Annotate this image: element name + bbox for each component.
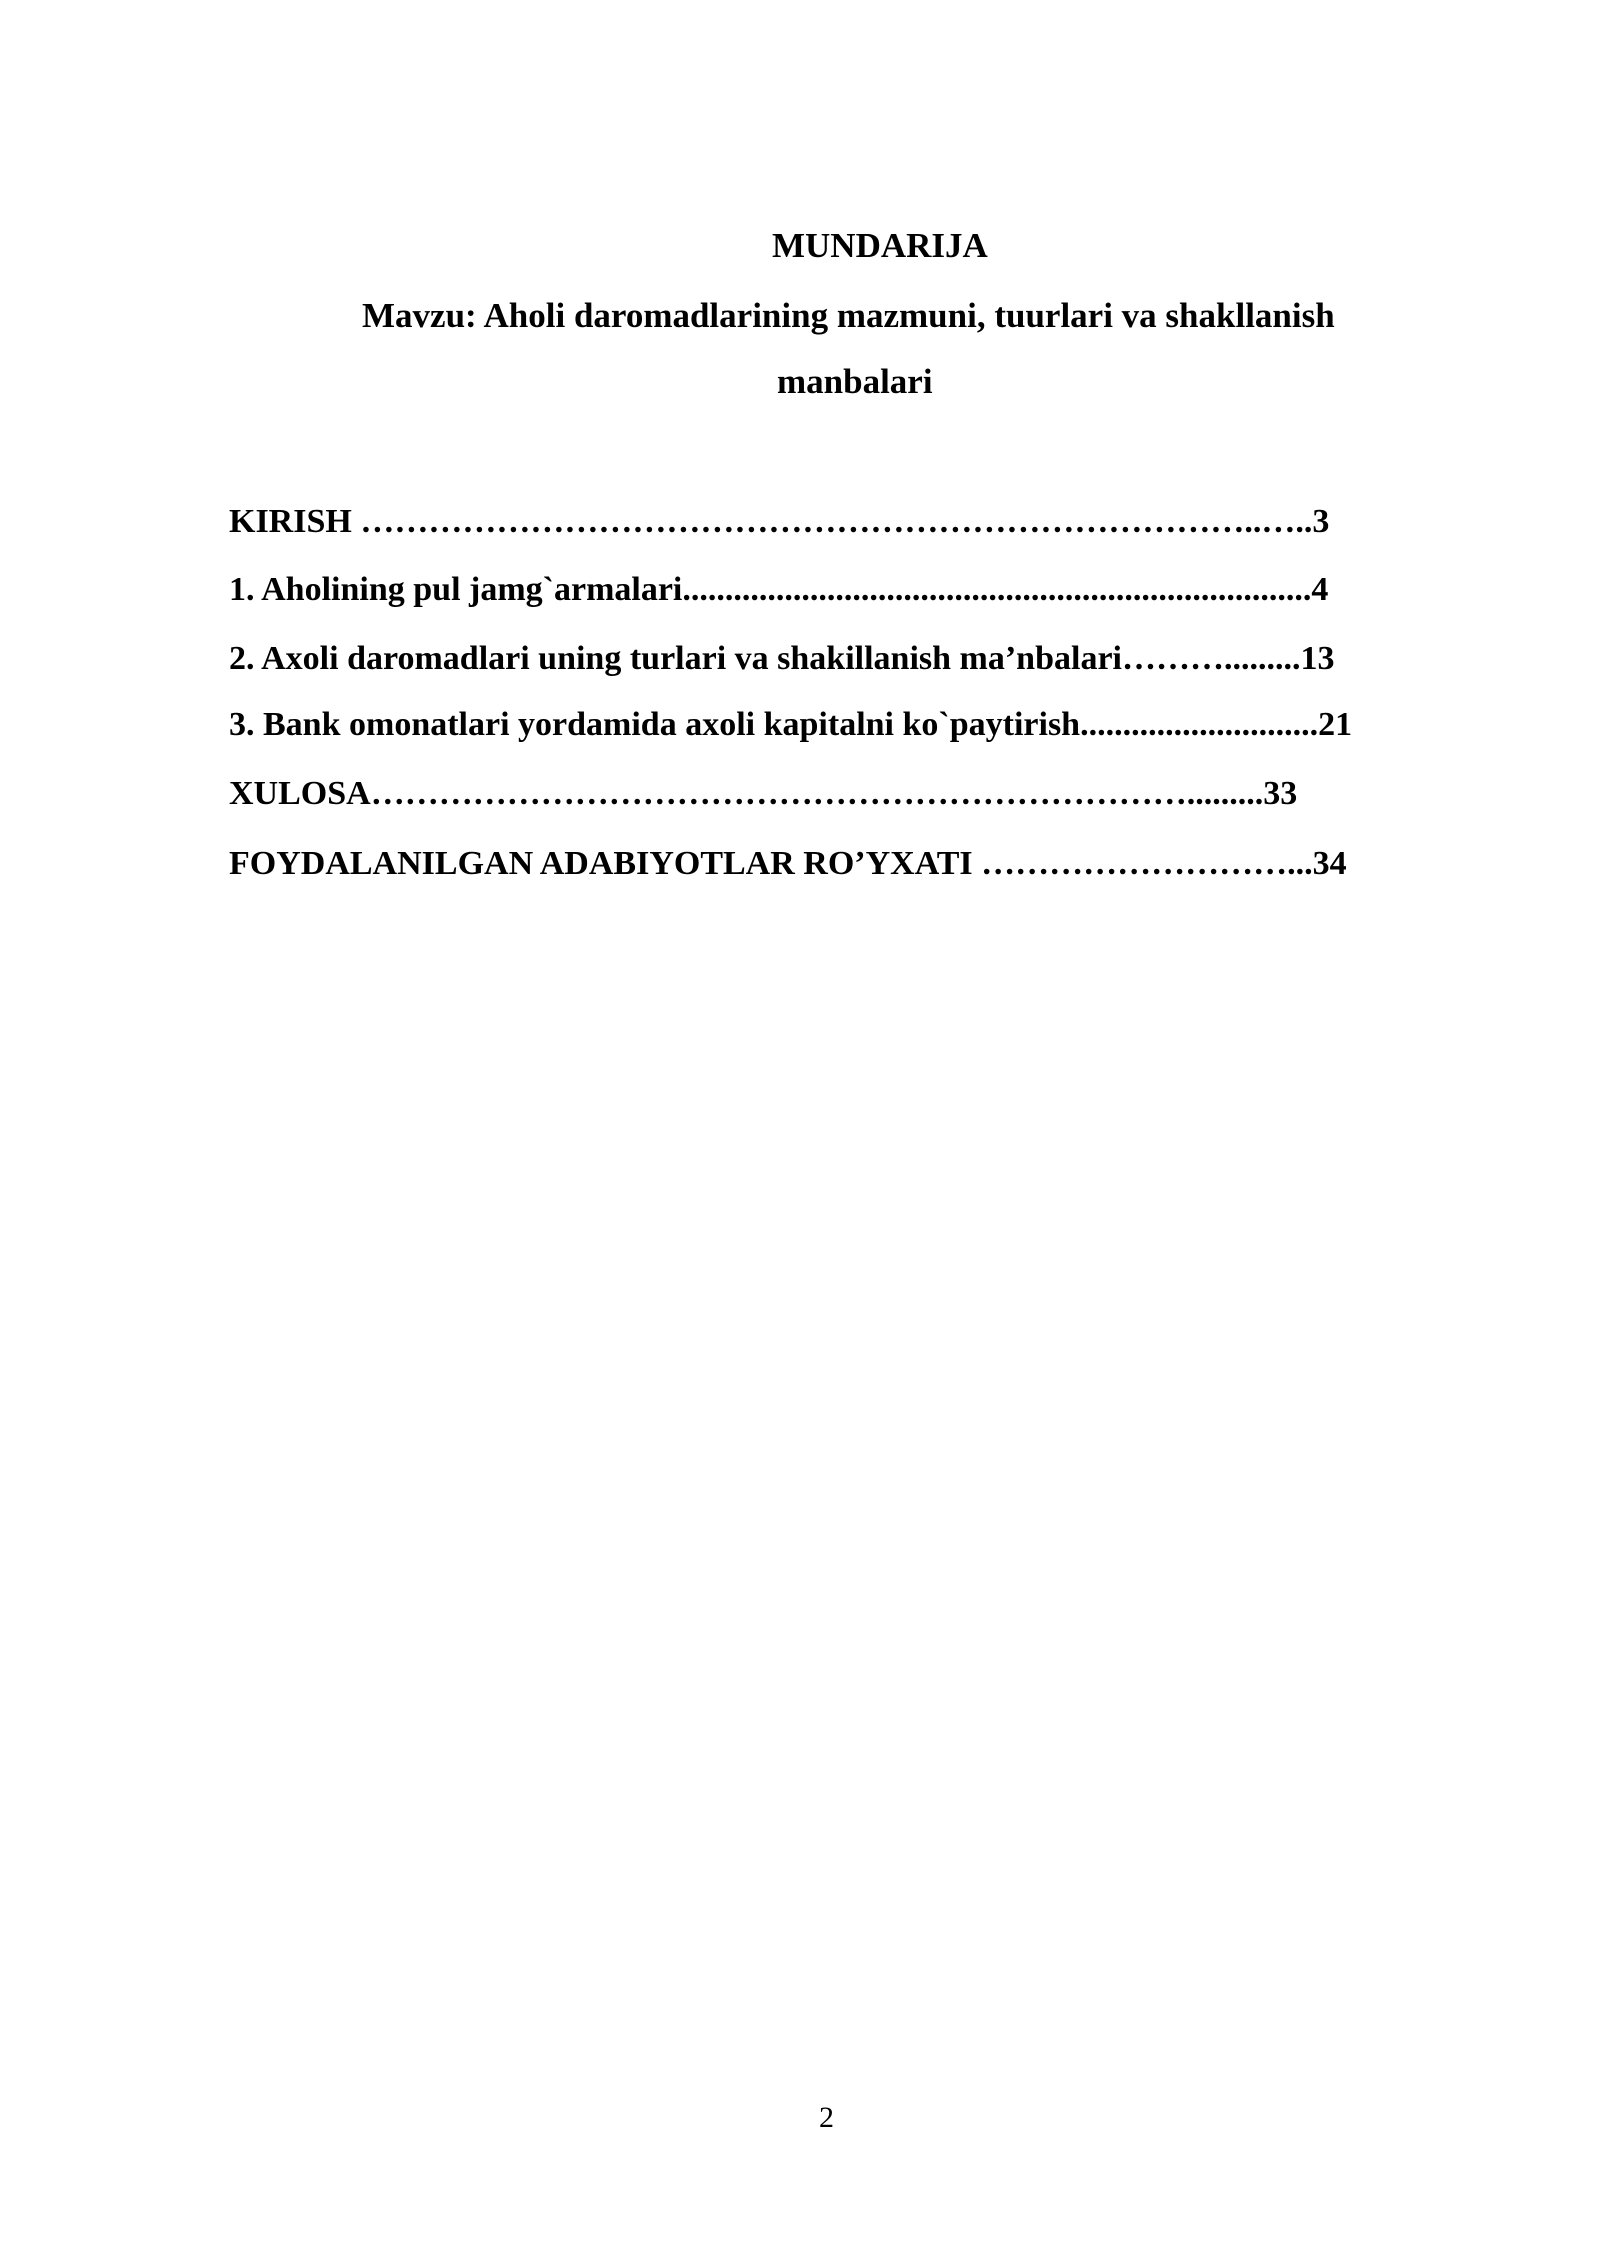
toc-entry-page: 33 — [1263, 775, 1298, 812]
toc-entry-page: 3 — [1312, 503, 1330, 540]
toc-entry-leader: ………………………... — [981, 845, 1313, 882]
toc-entry-page: 21 — [1318, 706, 1353, 743]
toc-entry-leader: ………......... — [1121, 640, 1301, 677]
toc-entry-label: 1. Aholining pul jamg`armalari — [229, 571, 683, 608]
toc-entry-page: 4 — [1311, 571, 1329, 608]
toc-title: MUNDARIJA — [772, 226, 988, 265]
toc-entry-label: XULOSA — [229, 775, 371, 812]
subject-line-1: Mavzu: Aholi daromadlarining mazmuni, tuurlari va shakllanish — [362, 296, 1335, 335]
toc-entry-leader: ………………………………………………………………......... — [370, 775, 1264, 812]
toc-entry-label: FOYDALANILGAN ADABIYOTLAR RO’YXATI — [229, 845, 982, 882]
toc-entry-references — [229, 842, 1347, 886]
toc-entry-kirish — [229, 500, 1329, 544]
toc-entry-xulosa — [229, 772, 1297, 816]
toc-entry-label: 3. Bank omonatlari yordamida axoli kapitalni ko`paytirish — [229, 706, 1081, 743]
toc-entry-chapter-2 — [229, 637, 1334, 681]
toc-entry-label: 2. Axoli daromadlari uning turlari va shakillanish ma’nbalari — [229, 640, 1122, 677]
toc-entry-page: 13 — [1300, 640, 1335, 677]
toc-entry-leader: ............................ — [1080, 706, 1319, 743]
toc-entry-leader: .......................................................................... — [682, 571, 1312, 608]
toc-entry-label: KIRISH — [229, 503, 361, 540]
toc-entry-chapter-1 — [229, 568, 1328, 612]
subject-line-2: manbalari — [777, 362, 933, 401]
page-number: 2 — [819, 2101, 834, 2134]
toc-entry-page: 34 — [1312, 845, 1347, 882]
toc-entry-leader: ……………………………………………………………………..….. — [360, 503, 1313, 540]
toc-entry-chapter-3 — [229, 703, 1352, 747]
